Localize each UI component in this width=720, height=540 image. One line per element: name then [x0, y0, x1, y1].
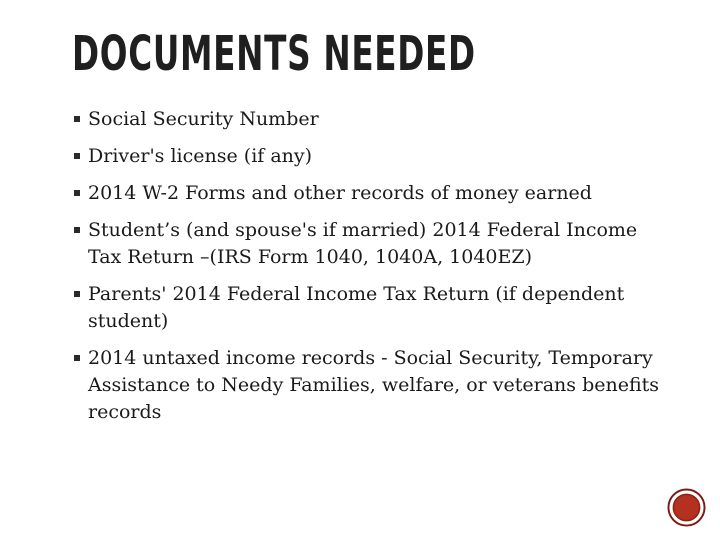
square-bullet-icon [74, 153, 80, 159]
list-item-text: Driver's license (if any) [88, 145, 313, 167]
list-item-text: Social Security Number [88, 108, 319, 130]
square-bullet-icon [74, 227, 80, 233]
list-item [74, 180, 674, 207]
list-item [74, 281, 674, 335]
square-bullet-icon [74, 291, 80, 297]
list-item [74, 106, 674, 133]
list-item [74, 217, 674, 271]
list-item-text: Student’s (and spouse's if married) 2014 Federal Income Tax Return –(IRS Form 1040, 1040A, 1040EZ) [88, 219, 638, 268]
list-item [74, 345, 674, 426]
square-bullet-icon [74, 116, 80, 122]
square-bullet-icon [74, 355, 80, 361]
square-bullet-icon [74, 190, 80, 196]
list-item-text: Parents' 2014 Federal Income Tax Return (if dependent student) [88, 283, 625, 332]
list-item-text: 2014 W-2 Forms and other records of money earned [88, 182, 592, 204]
bullet-list [74, 106, 674, 436]
list-item-text: 2014 untaxed income records - Social Security, Temporary Assistance to Needy Families, welfare, or veterans benefits records [88, 347, 660, 423]
slide-title: DOCUMENTS NEEDED [72, 26, 476, 82]
list-item [74, 143, 674, 170]
circle-badge-icon [667, 488, 706, 527]
badge-fill [673, 494, 699, 520]
